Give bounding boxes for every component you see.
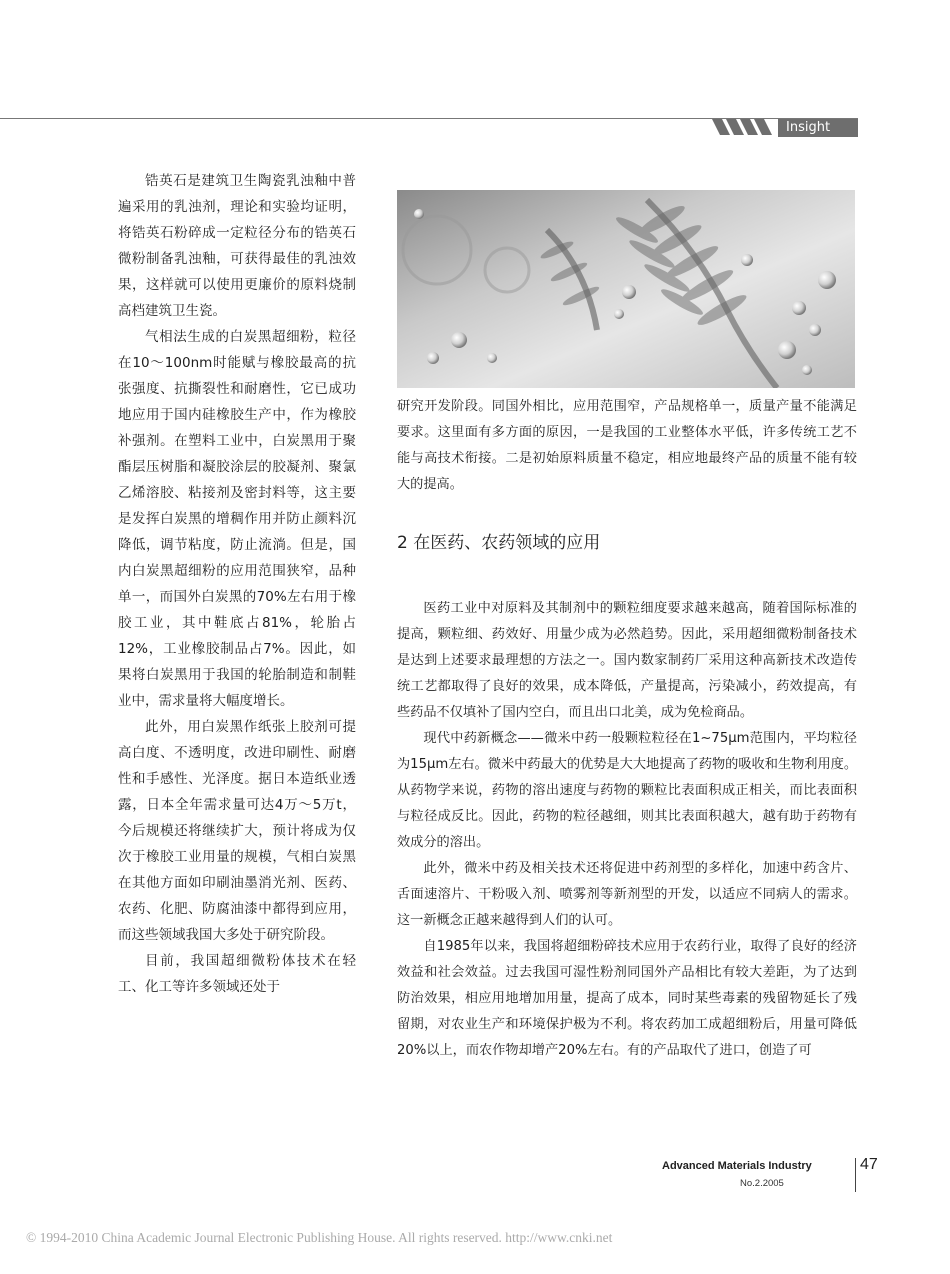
left-paragraph-2: 气相法生成的白炭黑超细粉，粒径在10～100nm时能赋与橡胶最高的抗张强度、抗撕裂性和耐磨性，它已成功地应用于国内硅橡胶生产中，作为橡胶补强剂。在塑料工业中，白炭黑用于聚酯层压树脂和凝胶涂层的胶凝剂、聚氯乙烯溶胶、粘接剂及密封料等，这主要是发挥白炭黑的增稠作用并防止颜料沉降低，调节粘度，防止流淌。但是，国内白炭黑超细粉的应用范围狭窄，品种单一，而国外白炭黑的70%左右用于橡胶工业，其中鞋底占81%，轮胎占12%，工业橡胶制品占7%。因此，如果将白炭黑用于我国的轮胎制造和制鞋业中，需求量将大幅度增长。 xyxy=(118,329,356,709)
section-heading: 2 在医药、农药领域的应用 xyxy=(397,533,601,553)
right-column-body xyxy=(397,596,857,1064)
left-column xyxy=(118,168,356,1000)
right-column-top xyxy=(397,394,857,498)
section-tag: Insight xyxy=(778,119,858,137)
page-number: 47 xyxy=(860,1156,878,1173)
right-paragraph-2: 现代中药新概念——微米中药一般颗粒粒径在1~75μm范围内，平均粒径为15μm左右。微米中药最大的优势是大大地提高了药物的吸收和生物利用度。从药物学来说，药物的溶出速度与药物的颗粒比表面积成正相关，而比表面积与粒径成反比。因此，药物的粒径越细，则其比表面积越大，越有助于药物有效成分的溶出。 xyxy=(397,731,858,850)
left-paragraph-4: 目前，我国超细微粉体技术在轻工、化工等许多领域还处于 xyxy=(118,953,356,995)
footer-divider xyxy=(855,1158,856,1192)
right-paragraph-1: 医药工业中对原料及其制剂中的颗粒细度要求越来越高，随着国际标准的提高，颗粒细、药效好、用量少成为必然趋势。因此，采用超细微粉制备技术是达到上述要求最理想的方法之一。国内数家制药厂采用这种高新技术改造传统工艺都取得了良好的效果，成本降低，产量提高，污染减小，药效提高，有些药品不仅填补了国内空白，而且出口北美，成为免检商品。 xyxy=(397,601,857,720)
journal-name: Advanced Materials Industry xyxy=(662,1160,812,1172)
chevron-decoration-icon xyxy=(712,119,772,135)
left-paragraph-3: 此外，用白炭黑作纸张上胶剂可提高白度、不透明度，改进印刷性、耐磨性和手感性、光泽度。据日本造纸业透露，日本全年需求量可达4万～5万t，今后规模还将继续扩大，预计将成为仅次于橡胶工业用量的规模，气相白炭黑在其他方面如印刷油墨消光剂、医药、农药、化肥、防腐油漆中都得到应用，而这些领域我国大多处于研究阶段。 xyxy=(118,719,356,943)
right-paragraph-4: 自1985年以来，我国将超细粉碎技术应用于农药行业，取得了良好的经济效益和社会效益。过去我国可湿性粉剂同国外产品相比有较大差距，为了达到防治效果，相应用地增加用量，提高了成本，同时某些毒素的残留物延长了残留期，对农业生产和环境保护极为不利。将农药加工成超细粉后，用量可降低20%以上，而农作物却增产20%左右。有的产品取代了进口，创造了可 xyxy=(397,939,857,1058)
copyright-notice: © 1994-2010 China Academic Journal Electronic Publishing House. All rights reserved. http://www.cnki.net xyxy=(26,1230,613,1245)
left-paragraph-1: 锆英石是建筑卫生陶瓷乳浊釉中普遍采用的乳浊剂，理论和实验均证明，将锆英石粉碎成一定粒径分布的锆英石微粉制备乳浊釉，可获得最佳的乳浊效果，这样就可以使用更廉价的原料烧制高档建筑卫生瓷。 xyxy=(118,173,356,319)
issue-number: No.2.2005 xyxy=(740,1178,784,1189)
fern-bubbles-image xyxy=(397,190,855,388)
right-paragraph-3: 此外，微米中药及相关技术还将促进中药剂型的多样化，加速中药含片、舌面速溶片、干粉吸入剂、喷雾剂等新剂型的开发，以适应不同病人的需求。这一新概念正越来越得到人们的认可。 xyxy=(397,861,857,928)
right-paragraph-continued: 研究开发阶段。同国外相比，应用范围窄，产品规格单一，质量产量不能满足要求。这里面有多方面的原因，一是我国的工业整体水平低，许多传统工艺不能与高技术衔接。二是初始原料质量不稳定，相应地最终产品的质量不能有较大的提高。 xyxy=(397,399,857,492)
